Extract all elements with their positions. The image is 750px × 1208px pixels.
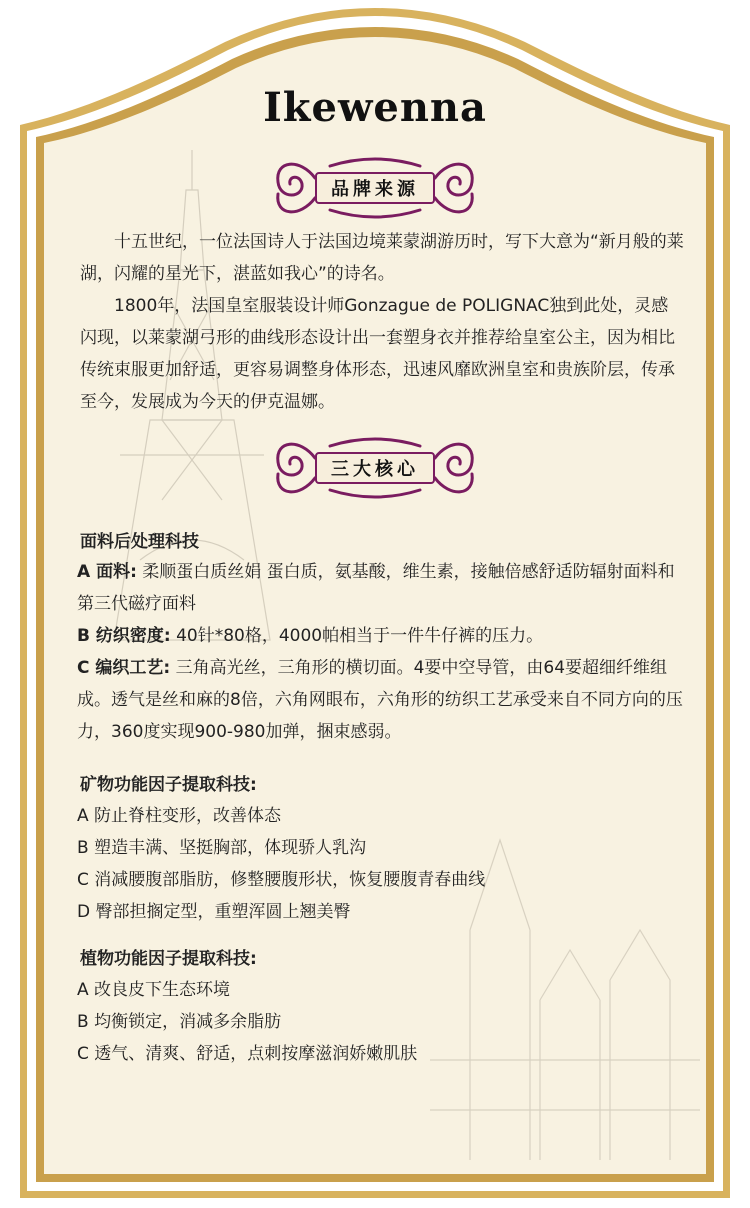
fabric-item-a-label: A 面料: — [77, 562, 137, 582]
fabric-heading: 面料后处理科技 — [80, 532, 199, 552]
origin-paragraph-1: 十五世纪，一位法国诗人于法国边境莱蒙湖游历时，写下大意为“新月般的莱湖，闪耀的星光下，湛蓝如我心”的诗名。 — [80, 232, 684, 284]
fabric-item-c — [77, 652, 687, 748]
fabric-item-b — [77, 620, 687, 652]
fabric-item-c-text: 三角高光丝，三角形的横切面。4要中空导管，由64要超细纤维组成。透气是丝和麻的8倍，六角网眼布，六角形的纺织工艺承受来自不同方向的压力，360度实现900-980加弹，捆束感弱。 — [77, 658, 683, 742]
plant-item-a: A 改良皮下生态环境 — [77, 980, 231, 1000]
plant-heading: 植物功能因子提取科技: — [80, 949, 257, 969]
fabric-item-b-text: 40针*80格，4000帕相当于一件牛仔裤的压力。 — [170, 626, 544, 646]
origin-title: 品牌来源 — [315, 172, 435, 204]
mineral-item-d: D 臀部担搁定型，重塑浑圆上翘美臀 — [77, 902, 351, 922]
plant-item-c: C 透气、清爽、舒适，点刺按摩滋润娇嫩肌肤 — [77, 1044, 418, 1064]
fabric-item-c-label: C 编织工艺: — [77, 658, 171, 678]
core-title: 三大核心 — [315, 452, 435, 484]
mineral-item-a: A 防止脊柱变形，改善体态 — [77, 806, 282, 826]
brand-title: Ikewenna — [263, 84, 487, 131]
section-badge-origin — [260, 148, 490, 228]
fabric-item-a — [77, 556, 687, 620]
section-badge-core — [260, 428, 490, 508]
fabric-item-a-text: 柔顺蛋白质丝娟 蛋白质，氨基酸，维生素，接触倍感舒适防辐射面料和第三代磁疗面料 — [77, 562, 675, 614]
fabric-item-b-label: B 纺织密度: — [77, 626, 171, 646]
mineral-item-c: C 消减腰腹部脂肪，修整腰腹形状，恢复腰腹青春曲线 — [77, 870, 486, 890]
mineral-item-b: B 塑造丰满、坚挺胸部，体现骄人乳沟 — [77, 838, 367, 858]
plant-item-b: B 均衡锁定，消减多余脂肪 — [77, 1012, 282, 1032]
mineral-heading: 矿物功能因子提取科技: — [80, 775, 257, 795]
origin-paragraph-2: 1800年，法国皇室服装设计师Gonzague de POLIGNAC独到此处，灵感闪现，以莱蒙湖弓形的曲线形态设计出一套塑身衣并推荐给皇室公主，因为相比传统束服更加舒适，更容易调整身体形态，迅速风靡欧洲皇室和贵族阶层，传承至今，发展成为今天的伊克温娜。 — [80, 296, 675, 412]
